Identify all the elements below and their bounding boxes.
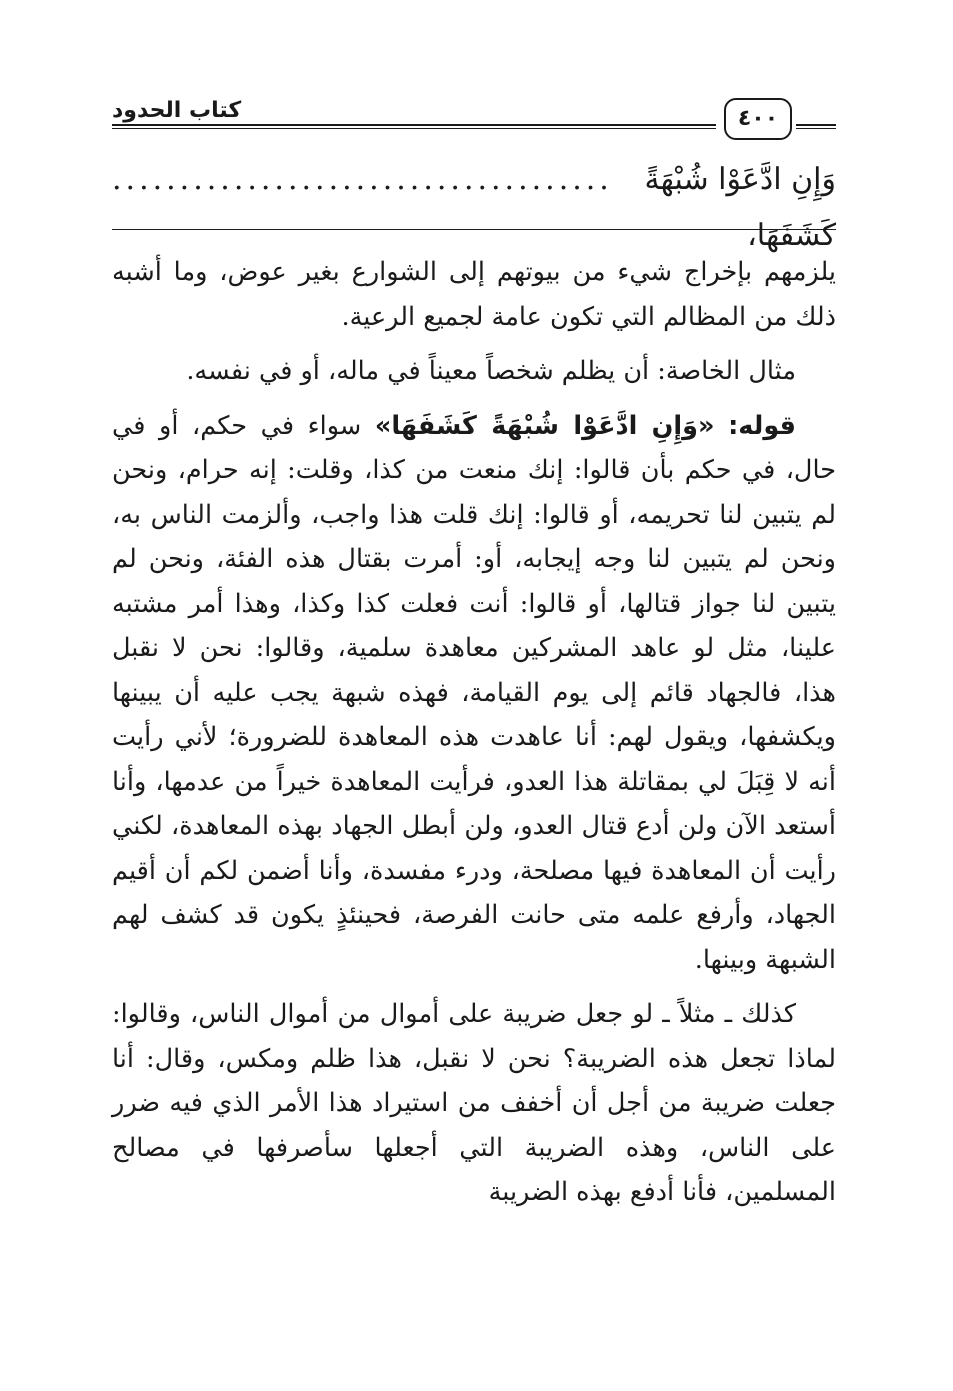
- header-rule-right: [796, 124, 836, 129]
- paragraph-1: يلزمهم بإخراج شيء من بيوتهم إلى الشوارع بغير عوض، وما أشبه ذلك من المظالم التي تكون عامة لجميع الرعية.: [112, 257, 836, 332]
- paragraph-3-text: سواء في حكم، أو في حال، في حكم بأن قالوا: إنك منعت من كذا، وقلت: إنه حرام، ونحن لم يتبين لنا تحريمه، أو قالوا: إنك قلت هذا واجب، وألزمت الناس به، ونحن لم يتبين لنا وجه إيجابه، أو: أمرت بقتال هذه الفئة، ونحن لم يتبين لنا جواز قتالها، أو قالوا: أنت فعلت كذا وكذا، وهذا أمر مشتبه علينا، مثل لو عاهد المشركين معاهدة سلمية، وقالوا: نحن لا نقبل هذا، فالجهاد قائم إلى يوم القيامة، فهذه شبهة يجب عليه أن يبينها ويكشفها، ويقول لهم: أنا عاهدت هذه المعاهدة للضرورة؛ لأني رأيت أنه لا قِبَلَ لي بمقاتلة هذا العدو، فرأيت المعاهدة خيراً من عدمها، وأنا أستعد الآن ولن أدع قتال العدو، ولن أبطل الجهاد بهذه المعاهدة، لكني رأيت أن المعاهدة فيها مصلحة، ودرء مفسدة، وأنا أضمن لكم أن أقيم الجهاد، وأرفع علمه متى حانت الفرصة، فحينئذٍ يكون قد كشف لهم الشبهة وبينها.: [112, 410, 836, 975]
- book-title: كتاب الحدود: [112, 98, 242, 123]
- separator-rule: [112, 229, 836, 230]
- paragraph-3: [112, 404, 836, 983]
- commentary-body: [112, 250, 836, 1225]
- header-rule-left: [112, 124, 716, 129]
- page-header: [112, 88, 836, 148]
- matn-quote: «وَإِنِ ادَّعَوْا شُبْهَةً كَشَفَهَا»: [374, 410, 715, 441]
- paragraph-2: مثال الخاصة: أن يظلم شخصاً معيناً في ماله، أو في نفسه.: [186, 356, 796, 386]
- matn-text: وَإِنِ ادَّعَوْا شُبْهَةً كَشَفَهَا،: [644, 162, 836, 253]
- page-number: ٤٠٠: [724, 98, 792, 140]
- qawluhu-label: قوله:: [728, 410, 796, 441]
- matn-line: [112, 152, 836, 253]
- matn-dots: .....................................: [112, 162, 613, 197]
- paragraph-4: كذلك ـ مثلاً ـ لو جعل ضريبة على أموال من أموال الناس، وقالوا: لماذا تجعل هذه الضريبة؟ نحن لا نقبل، هذا ظلم ومكس، وقال: أنا جعلت ضريبة من أجل أن أخفف من استيراد هذا الأمر الذي فيه ضرر على الناس، وهذه الضريبة التي أجعلها سأصرفها في مصالح المسلمين، فأنا أدفع بهذه الضريبة: [112, 999, 836, 1207]
